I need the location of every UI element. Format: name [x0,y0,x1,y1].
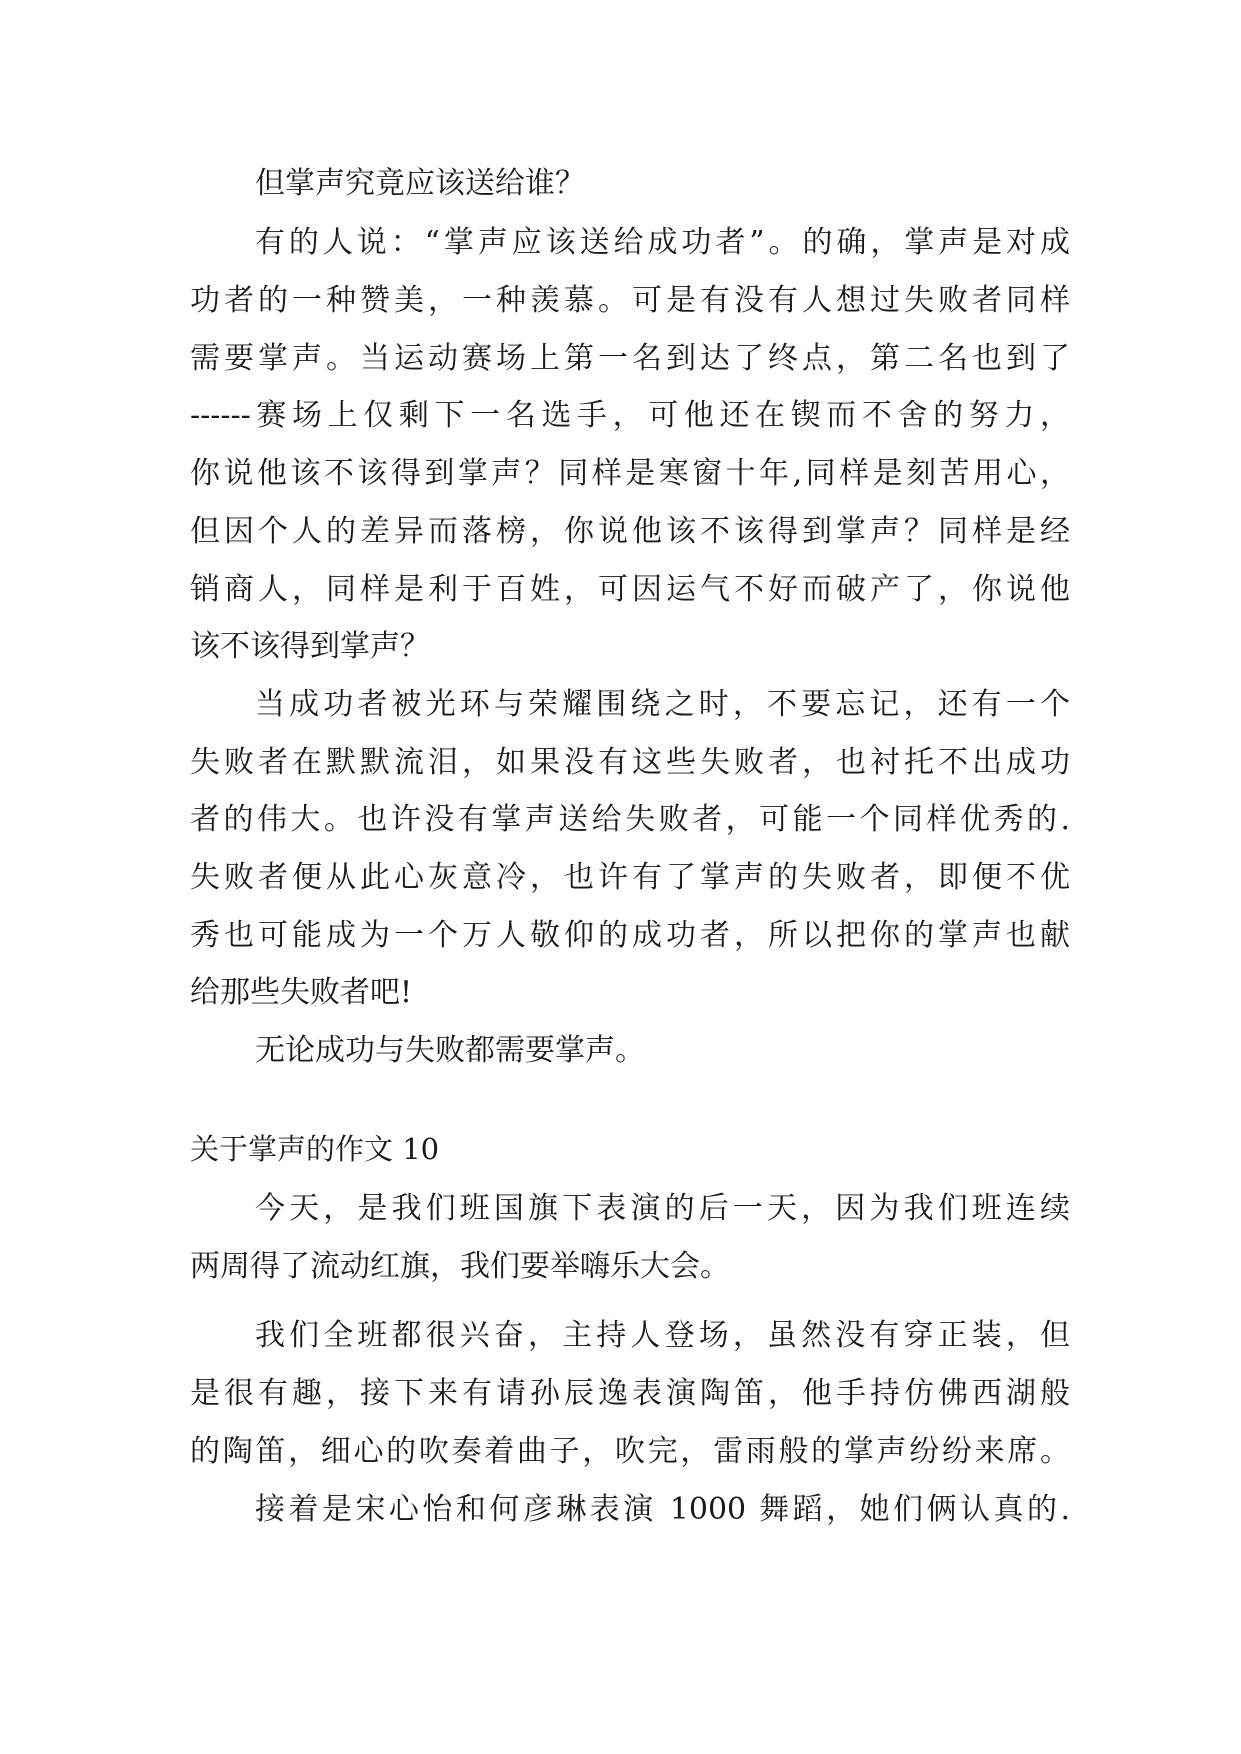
text-line: 当成功者被光环与荣耀围绕之时，不要忘记，还有一个 [255,687,1070,722]
text-line: 该不该得到掌声？ [190,629,430,664]
text-line: 失败者便从此心灰意冷，也许有了掌声的失败者，即便不优 [190,860,1070,895]
section-heading: 关于掌声的作文 10 [190,1132,440,1166]
text-line: 无论成功与失败都需要掌声。 [255,1033,645,1068]
text-line: 有的人说：“掌声应该送给成功者”。的确，掌声是对成 [255,225,1070,260]
text-line: 的陶笛，细心的吹奏着曲子，吹完，雷雨般的掌声纷纷来席。 [190,1434,1070,1469]
text-line: 两周得了流动红旗，我们要举嗨乐大会。 [190,1249,730,1284]
text-line: 需要掌声。当运动赛场上第一名到达了终点，第二名也到了 [190,341,1070,376]
text-line: 功者的一种赞美，一种羡慕。可是有没有人想过失败者同样 [190,283,1070,318]
text-line: 销商人，同样是利于百姓，可因运气不好而破产了，你说他 [190,572,1070,607]
text-line: 给那些失败者吧! [190,975,413,1010]
text-line: 者的伟大。也许没有掌声送给失败者，可能一个同样优秀的. [190,802,1070,837]
text-line: 秀也可能成为一个万人敬仰的成功者，所以把你的掌声也献 [190,918,1070,953]
text-line: 你说他该不该得到掌声？同样是寒窗十年,同样是刻苦用心， [190,456,1070,491]
text-line: 但因个人的差异而落榜，你说他该不该得到掌声？同样是经 [190,514,1070,549]
text-line: 接着是宋心怡和何彦琳表演 1000 舞蹈，她们俩认真的. [255,1492,1070,1527]
text-line: 但掌声究竟应该送给谁？ [255,166,585,201]
text-line: ------赛场上仅剩下一名选手，可他还在锲而不舍的努力， [190,398,1070,433]
text-line: 失败者在默默流泪，如果没有这些失败者，也衬托不出成功 [190,745,1070,780]
text-line: 我们全班都很兴奋，主持人登场，虽然没有穿正装，但 [255,1318,1070,1353]
text-line: 今天，是我们班国旗下表演的后一天，因为我们班连续 [255,1191,1070,1226]
text-line: 是很有趣，接下来有请孙辰逸表演陶笛，他手持仿佛西湖般 [190,1376,1070,1411]
